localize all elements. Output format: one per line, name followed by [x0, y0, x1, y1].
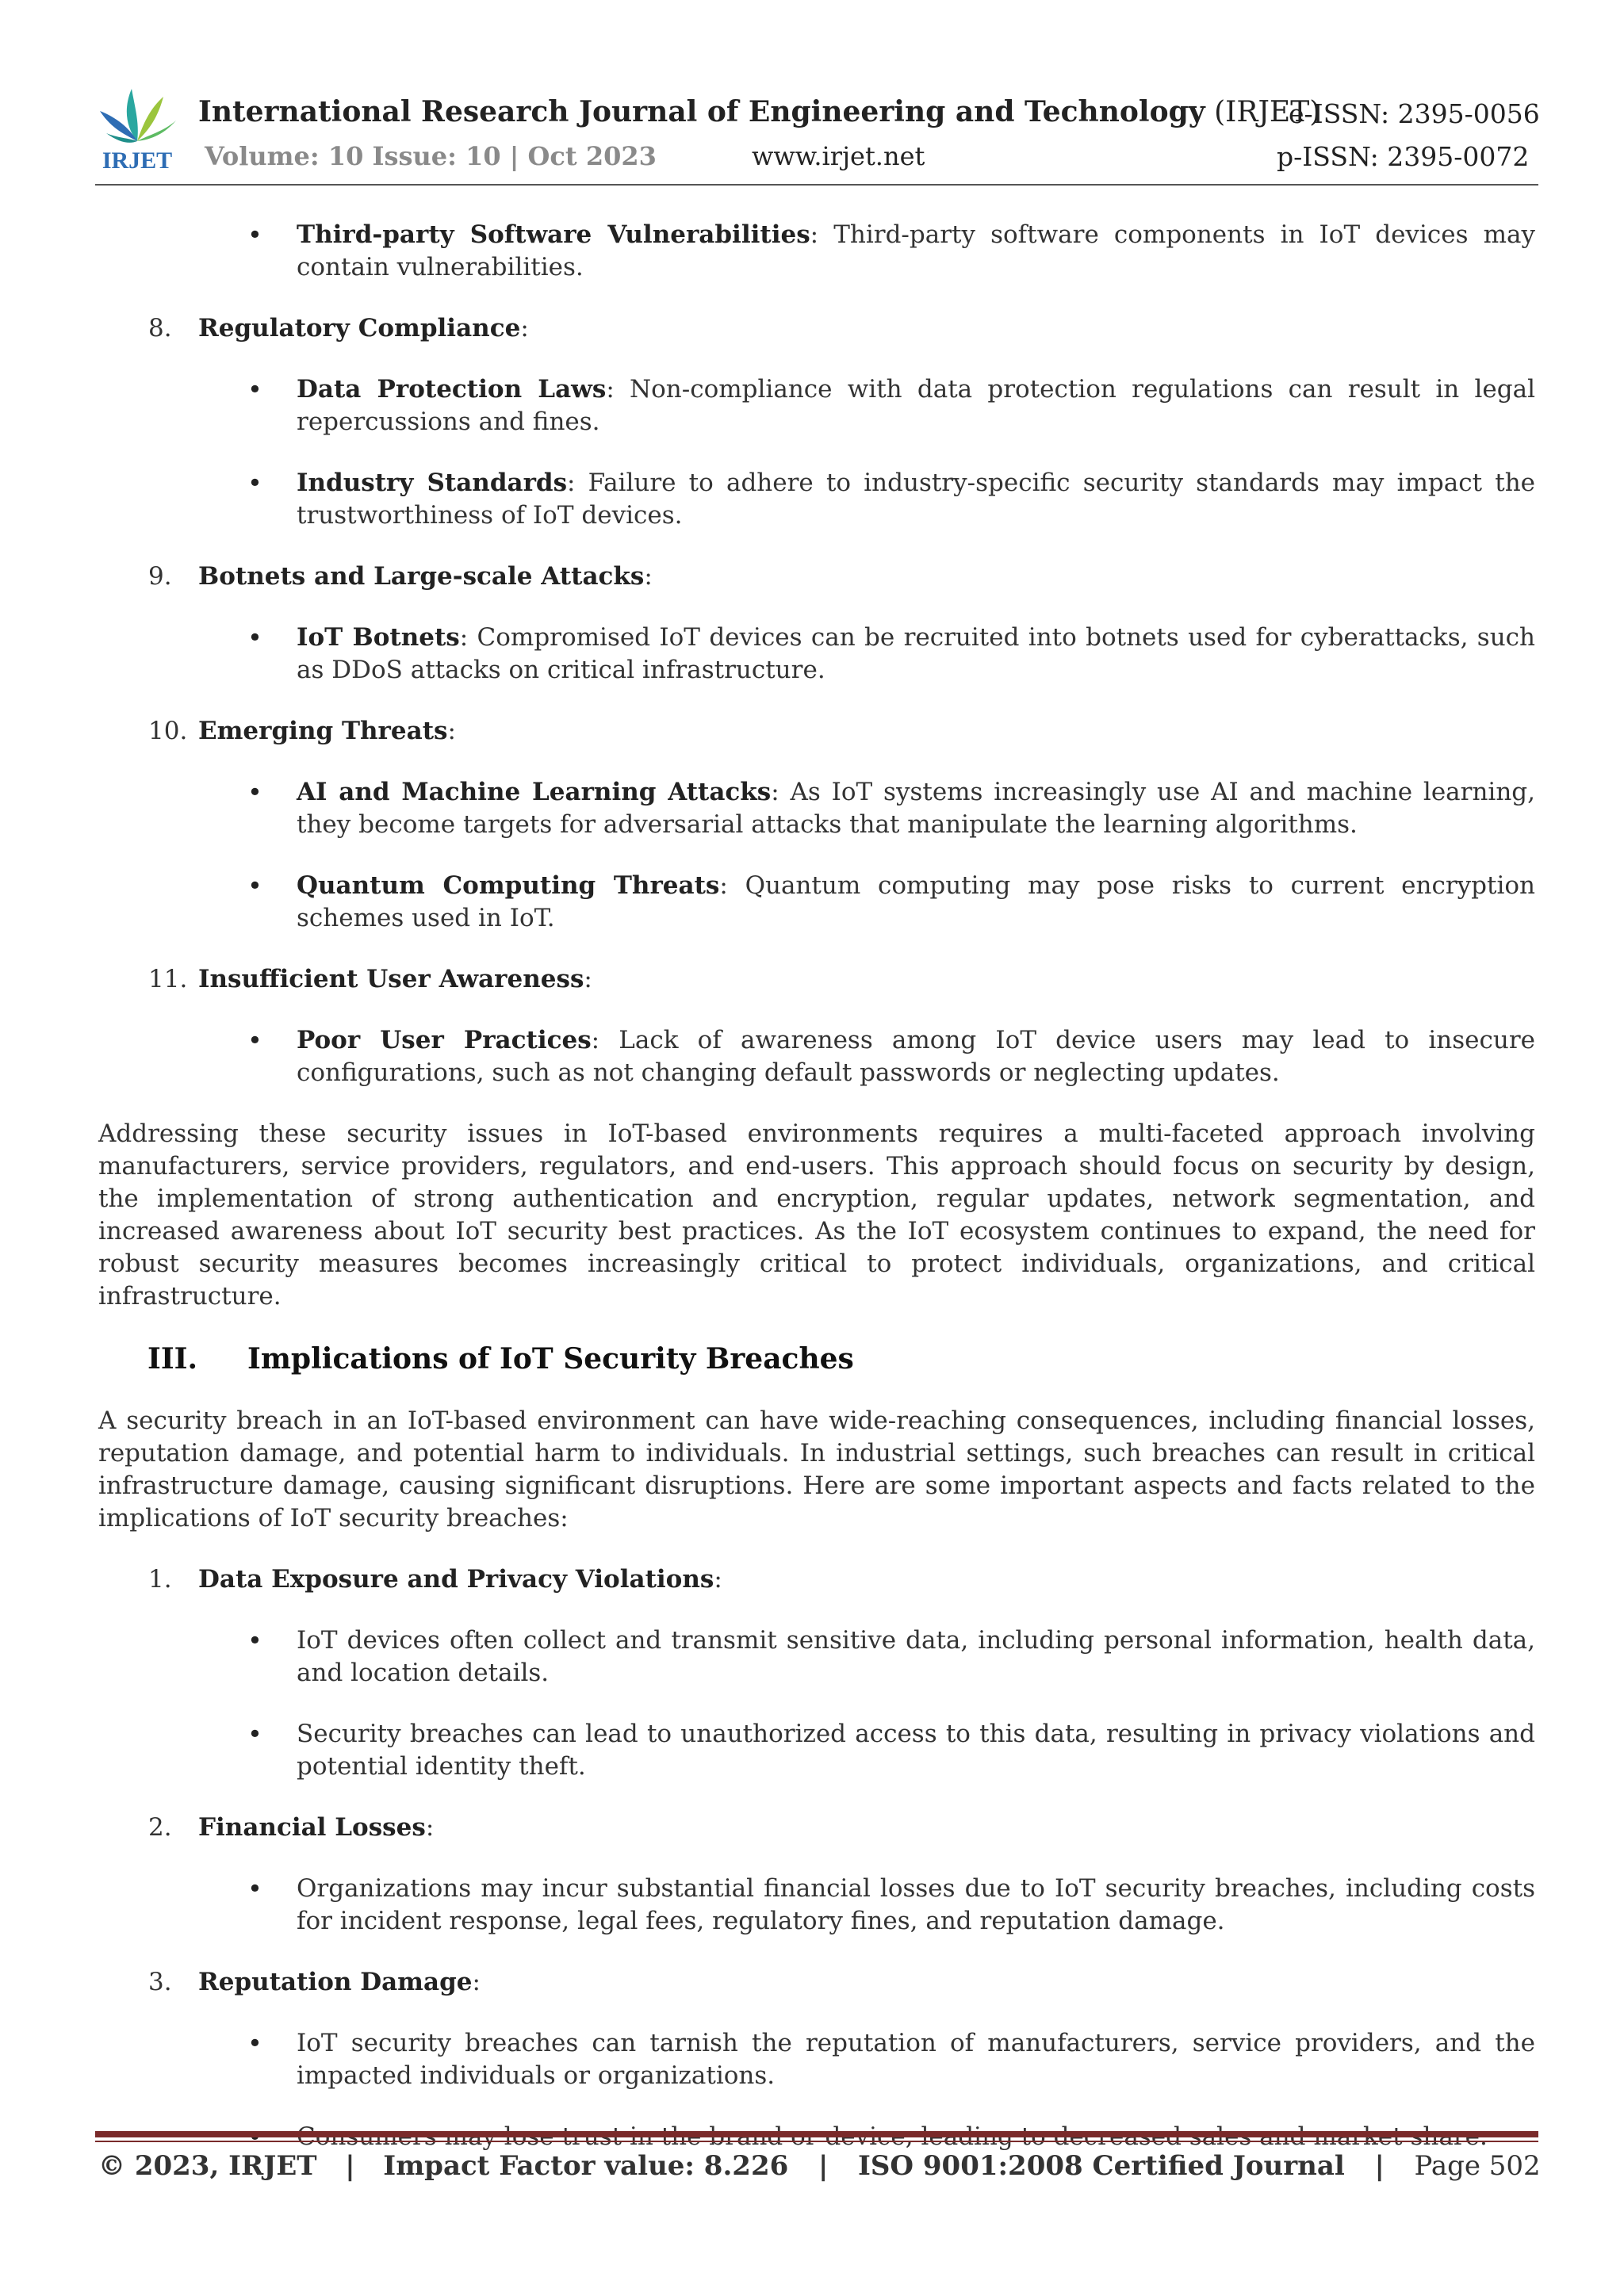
footer-separator: | — [345, 2150, 355, 2182]
bullet-term: Quantum Computing Threats — [297, 871, 720, 900]
item-term: Regulatory Compliance — [198, 314, 521, 342]
item-number: 9. — [148, 562, 172, 591]
bullet-item — [297, 1024, 1535, 1089]
bullet-item: • IoT security breaches can tarnish the reputation of manufacturers, service providers, and the impacted individuals or organizations. — [297, 2027, 1535, 2092]
numbered-item — [148, 1812, 1535, 1844]
pissn: p-ISSN: 2395-0072 — [1277, 141, 1530, 172]
bullet-text: : Failure to adhere to industry-specific security standards may impact the trustworthiness of IoT devices. — [297, 469, 1536, 530]
item-term: Insufficient User Awareness — [198, 965, 584, 993]
bullet-text: : Quantum computing may pose risks to current encryption schemes used in IoT. — [297, 871, 1536, 932]
numbered-item — [148, 963, 1535, 996]
item-term: Financial Losses — [198, 1813, 426, 1842]
journal-abbr: (IRJET) — [1214, 96, 1321, 128]
bullet-item: • Security breaches can lead to unauthorized access to this data, resulting in privacy violations and potential identity theft. — [297, 1718, 1535, 1783]
bullet-text: : Lack of awareness among IoT device users may lead to insecure configurations, such as not changing default passwords or neglecting updates. — [297, 1026, 1535, 1087]
footer-rule-thin — [95, 2141, 1538, 2142]
bullet-text: : Non-compliance with data protection regulations can result in legal repercussions and fines. — [297, 375, 1536, 436]
item-term: Botnets and Large-scale Attacks — [198, 562, 645, 591]
item-text: : — [447, 717, 456, 745]
item-term: Reputation Damage — [198, 1968, 473, 1996]
item-number: 8. — [148, 314, 172, 342]
section-title: Implications of IoT Security Breaches — [247, 1342, 854, 1376]
item-text: : — [584, 965, 592, 993]
bullet-text: : Compromised IoT devices can be recruited into botnets used for cyberattacks, such as DDoS attacks on critical infrastructure. — [297, 623, 1535, 684]
item-number: 10. — [148, 717, 188, 745]
paragraph: A security breach in an IoT-based environment can have wide-reaching consequences, including financial losses, reputation damage, and potential harm to individuals. In industrial settings, such breaches can result in critical infrastructure damage, causing significant disruptions. Here are some important aspects and facts related to the implications of IoT security breaches: — [98, 1406, 1535, 1533]
item-text: : — [472, 1968, 481, 1996]
item-text: : — [644, 562, 653, 591]
numbered-item — [148, 1563, 1535, 1596]
bullet-item — [297, 219, 1535, 284]
item-text: : — [425, 1813, 435, 1842]
logo-text: IRJET — [102, 147, 173, 174]
item-term: Data Exposure and Privacy Violations — [198, 1565, 714, 1594]
item-number: 1. — [148, 1565, 172, 1594]
numbered-item — [148, 715, 1535, 748]
header-rule — [95, 184, 1538, 186]
footer-rule — [95, 2131, 1538, 2137]
bullet-item: • Organizations may incur substantial financial losses due to IoT security breaches, including costs for incident response, legal fees, regulatory fines, and reputation damage. — [297, 1873, 1535, 1938]
footer-separator: | — [818, 2150, 829, 2182]
numbered-item — [148, 312, 1535, 345]
bullet-item — [297, 870, 1535, 935]
footer-page-number: Page 502 — [1414, 2150, 1541, 2182]
bullet-term: AI and Machine Learning Attacks — [297, 778, 772, 806]
bullet-item — [297, 467, 1535, 532]
page-content — [98, 219, 1535, 2182]
bullet-item — [297, 622, 1535, 687]
item-text: : — [520, 314, 529, 342]
numbered-item — [148, 1966, 1535, 1999]
footer-impact-factor: Impact Factor value: 8.226 — [383, 2150, 789, 2182]
journal-logo — [94, 79, 181, 178]
bullet-term: Data Protection Laws — [297, 375, 607, 404]
website-link[interactable]: www.irjet.net — [752, 141, 925, 171]
bullet-item: • IoT devices often collect and transmit sensitive data, including personal information, health data, and location details. — [297, 1624, 1535, 1689]
paragraph: Addressing these security issues in IoT-based environments requires a multi-faceted approach involving manufacturers, service providers, regulators, and end-users. This approach should focus on security by design, the implementation of strong authentication and encryption, regular updates, network segmentation, and increased awareness about IoT security best practices. As the IoT ecosystem continues to expand, the need for robust security measures becomes increasingly critical to protect individuals, organizations, and critical infrastructure. — [98, 1119, 1535, 1311]
bullet-term: Poor User Practices — [297, 1026, 592, 1054]
item-number: 2. — [148, 1813, 172, 1842]
item-term: Emerging Threats — [198, 717, 448, 745]
eissn: e-ISSN: 2395-0056 — [1289, 98, 1540, 129]
numbered-item — [148, 561, 1535, 593]
bullet-item — [297, 776, 1535, 841]
footer-separator: | — [1374, 2150, 1385, 2182]
item-number: 3. — [148, 1968, 172, 1996]
journal-title — [198, 95, 1320, 128]
footer-iso: ISO 9001:2008 Certified Journal — [857, 2150, 1345, 2182]
bullet-term: Industry Standards — [297, 469, 568, 497]
item-number: 11. — [148, 965, 188, 993]
bullet-term: IoT Botnets — [297, 623, 460, 652]
bullet-item — [297, 373, 1535, 438]
journal-name: International Research Journal of Engineering and Technology — [198, 95, 1205, 128]
section-number: III. — [147, 1342, 198, 1376]
footer-copyright: © 2023, IRJET — [98, 2150, 317, 2182]
bullet-text: : Third-party software components in IoT devices may contain vulnerabilities. — [297, 220, 1535, 281]
bullet-term: Third-party Software Vulnerabilities — [297, 220, 810, 249]
bullet-text: : As IoT systems increasingly use AI and machine learning, they become targets for adversarial attacks that manipulate the learning algorithms. — [297, 778, 1536, 839]
volume-line: Volume: 10 Issue: 10 | Oct 2023 — [205, 141, 657, 171]
section-heading — [147, 1341, 1535, 1376]
footer — [98, 2150, 1541, 2182]
item-text: : — [714, 1565, 722, 1594]
